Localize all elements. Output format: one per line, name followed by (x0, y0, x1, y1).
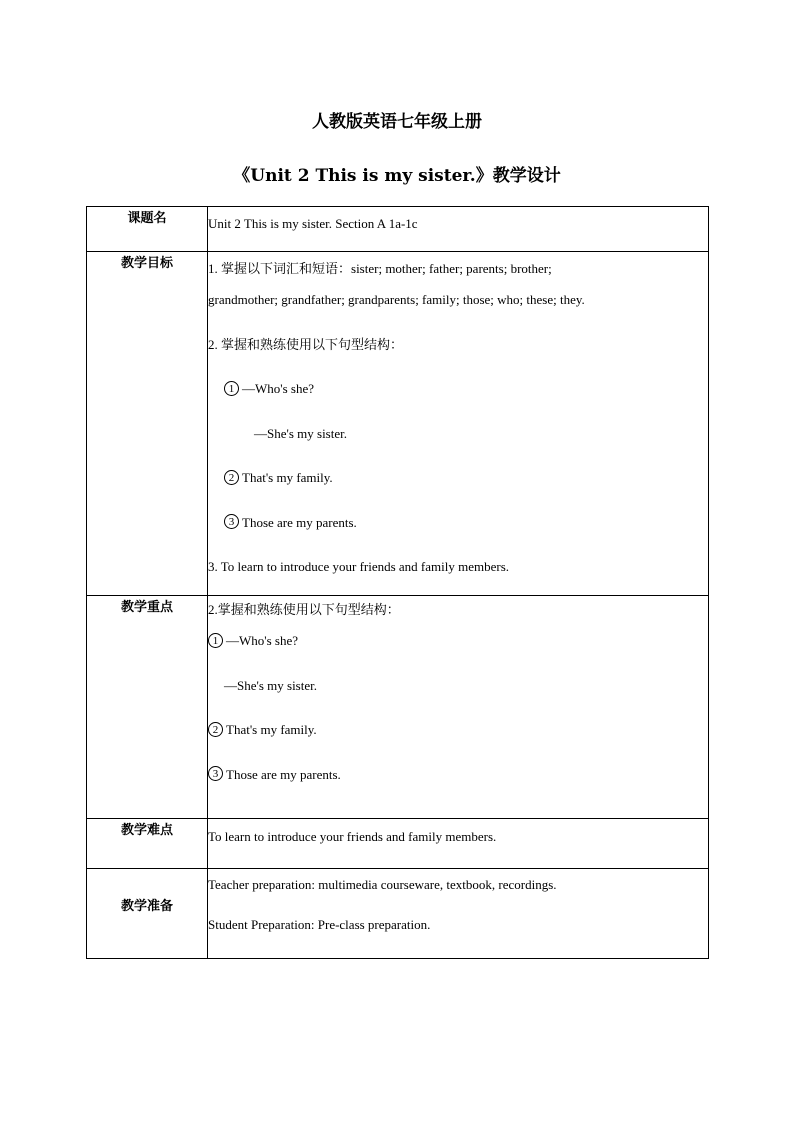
objective-sentence-2: 2 That's my family. (208, 466, 708, 511)
objective-item-1: 1. 掌握以下词汇和短语：sister; mother; father; parents; brother; (208, 261, 552, 277)
key-sentence-1-answer: —She's my sister. (224, 677, 317, 693)
row-content-key-points (208, 596, 709, 819)
table-row-objectives (87, 252, 709, 596)
circled-number-2: 2 (224, 470, 239, 485)
table-row-preparation (87, 869, 709, 959)
student-preparation: Student Preparation: Pre-class preparation. (208, 917, 431, 932)
key-sentence-2: 2 That's my family. (208, 718, 708, 763)
table-row-key-points (87, 596, 709, 819)
lesson-plan-table (86, 206, 709, 959)
row-label-objectives: 教学目标 (87, 252, 208, 596)
key-sentence-1-question: 1 —Who's she? (208, 629, 708, 674)
row-label-difficulties: 教学难点 (87, 819, 208, 869)
key-points-heading: 2.掌握和熟练使用以下句型结构： (208, 602, 400, 618)
row-content-difficulties (208, 819, 709, 869)
circled-number-3: 3 (224, 514, 239, 529)
document-subtitle: 《Unit 2 This is my sister.》教学设计 (233, 166, 561, 186)
topic-text: Unit 2 This is my sister. Section A 1a-1c (208, 216, 418, 231)
table-row-topic (87, 207, 709, 252)
objective-sentence-3: 3 Those are my parents. (208, 511, 708, 556)
objective-sentence-1-answer: —She's my sister. (254, 425, 347, 441)
objective-item-1-words: grandmother; grandfather; grandparents; family; those; who; these; they. (208, 292, 585, 307)
objective-sentence-1-question: 1 —Who's she? (208, 377, 708, 422)
row-content-objectives (208, 252, 709, 596)
row-content-preparation (208, 869, 709, 959)
teacher-preparation: Teacher preparation: multimedia courseware, textbook, recordings. (208, 877, 557, 892)
difficulties-text: To learn to introduce your friends and family members. (208, 829, 497, 844)
objective-item-2: 2. 掌握和熟练使用以下句型结构： (208, 336, 404, 353)
circled-number-3: 3 (208, 766, 223, 781)
key-sentence-3: 3 Those are my parents. (208, 763, 708, 793)
row-label-key-points: 教学重点 (87, 596, 208, 819)
row-label-preparation: 教学准备 (87, 869, 208, 959)
row-label-topic: 课题名 (87, 207, 208, 252)
document-title: 人教版英语七年级上册 (312, 112, 482, 132)
table-row-difficulties (87, 819, 709, 869)
circled-number-1: 1 (208, 633, 223, 648)
row-content-topic (208, 207, 709, 252)
circled-number-2: 2 (208, 722, 223, 737)
objective-item-3: 3. To learn to introduce your friends and family members. (208, 559, 510, 574)
circled-number-1: 1 (224, 381, 239, 396)
